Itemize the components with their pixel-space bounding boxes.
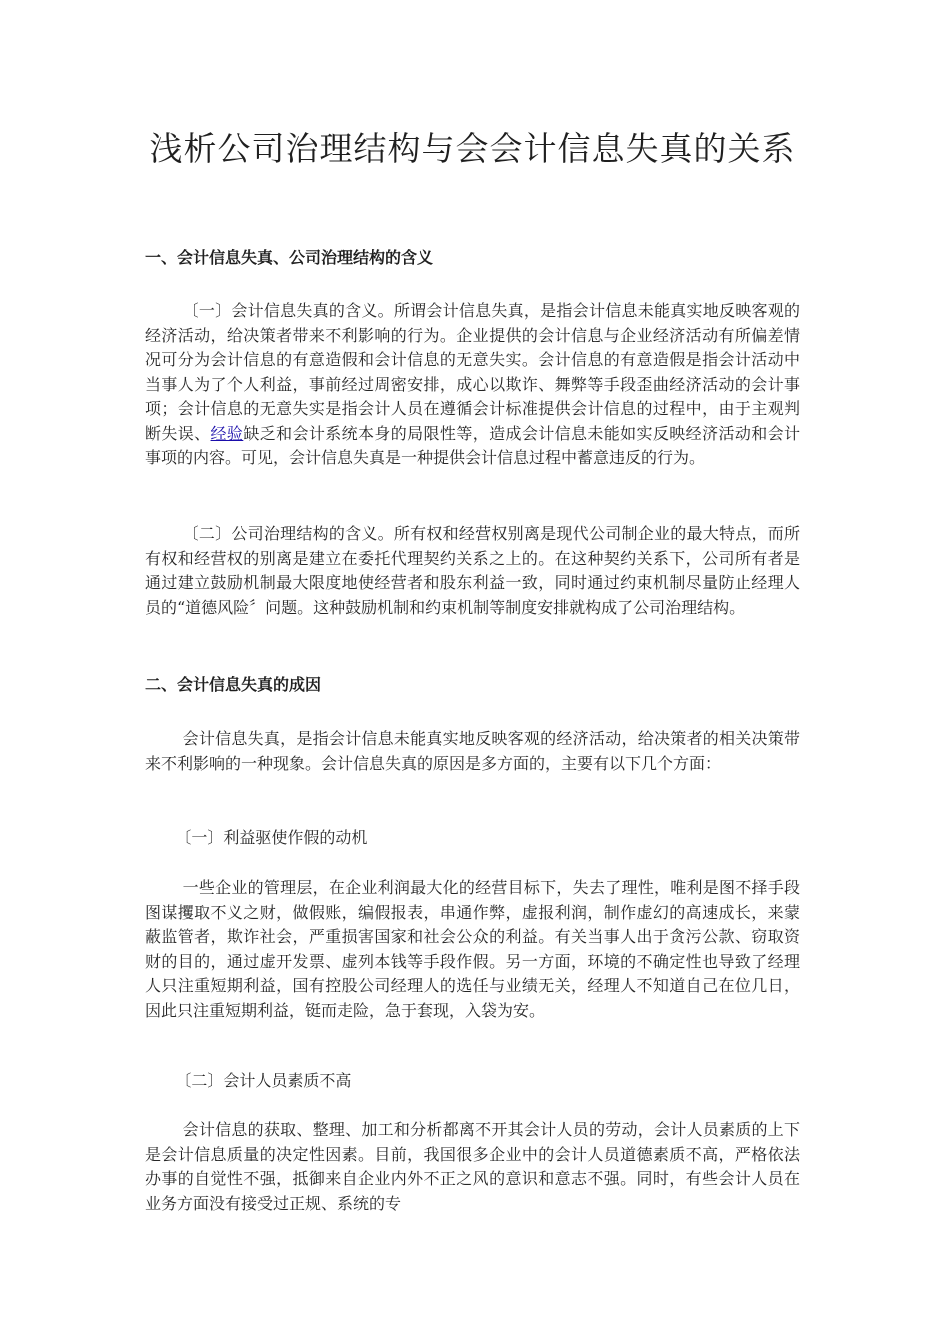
subheading-profit-motive: 〔一〕利益驱使作假的动机 (175, 828, 368, 847)
section-heading-2: 二、会计信息失真的成因 (145, 675, 322, 694)
paragraph-staff-quality: 会计信息的获取、整理、加工和分析都离不开其会计人员的劳动，会计人员素质的上下是会计信息质量的决定性因素。目前，我国很多企业中的会计人员道德素质不高，严格依法办事的自觉性不强，抵御来自企业内外不正之风的意识和意志不强。同时，有些会计人员在业务方面没有接受过正规、系统的专 (145, 1120, 800, 1213)
document-title: 浅析公司治理结构与会会计信息失真的关系 (149, 129, 796, 168)
paragraph-text-after-link: 缺乏和会计系统本身的局限性等，造成会计信息未能如实反映经济活动和会计事项的内容。可见，会计信息失真是一种提供会计信息过程中蓄意违反的行为。 (145, 423, 800, 467)
experience-link[interactable]: 经验 (210, 423, 244, 443)
section-heading-1: 一、会计信息失真、公司治理结构的含义 (145, 248, 434, 267)
subheading-staff-quality: 〔二〕会计人员素质不高 (175, 1071, 352, 1090)
paragraph-accounting-distortion-definition (145, 299, 800, 471)
paragraph-profit-motive: 一些企业的管理层，在企业利润最大化的经营目标下，失去了理性，唯利是图不择手段图谋攫取不义之财，做假账，编假报表，串通作弊，虚报利润，制作虚幻的高速成长，来蒙蔽监管者，欺诈社会，严重损害国家和社会公众的利益。有关当事人出于贪污公款、窃取资财的目的，通过虚开发票、虚列本钱等手段作假。另一方面，环境的不确定性也导致了经理人只注重短期利益，国有控股公司经理人的选任与业绩无关，经理人不知道自己在位几日，因此只注重短期利益，铤而走险，急于套现，入袋为安。 (145, 878, 800, 1020)
paragraph-text-before-link: 〔一〕会计信息失真的含义。所谓会计信息失真，是指会计信息未能真实地反映客观的经济活动，给决策者带来不利影响的行为。企业提供的会计信息与企业经济活动有所偏差情况可分为会计信息的有意造假和会计信息的无意失实。会计信息的有意造假是指会计活动中当事人为了个人利益，事前经过周密安排，成心以欺诈、舞弊等手段歪曲经济活动的会计事项；会计信息的无意失实是指会计人员在遵循会计标准提供会计信息的过程中，由于主观判断失误、 (145, 301, 800, 443)
paragraph-causes-intro: 会计信息失真，是指会计信息未能真实地反映客观的经济活动，给决策者的相关决策带来不利影响的一种现象。会计信息失真的原因是多方面的，主要有以下几个方面： (145, 729, 800, 773)
paragraph-governance-definition: 〔二〕公司治理结构的含义。所有权和经营权别离是现代公司制企业的最大特点，而所有权和经营权的别离是建立在委托代理契约关系之上的。在这种契约关系下，公司所有者是通过建立鼓励机制最大限度地使经营者和股东利益一致，同时通过约束机制尽量防止经理人员的“道德风险〞问题。这种鼓励机制和约束机制等制度安排就构成了公司治理结构。 (145, 524, 800, 617)
